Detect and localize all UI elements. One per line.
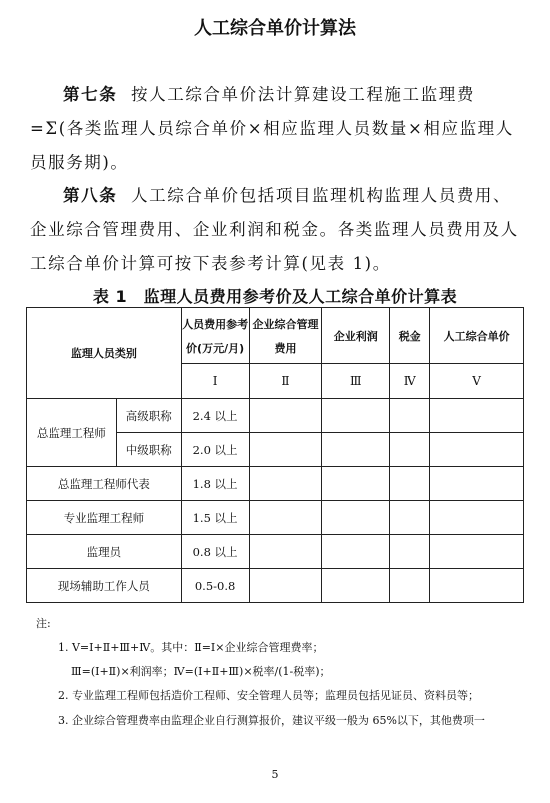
page-title: 人工综合单价计算法 — [194, 18, 356, 39]
numeral-4: Ⅳ — [390, 364, 430, 399]
empty-cell — [322, 535, 390, 569]
table-row — [27, 467, 524, 501]
table-row — [27, 501, 524, 535]
table-row — [27, 399, 524, 433]
header-personnel-cost — [181, 308, 249, 364]
empty-cell — [430, 501, 524, 535]
empty-cell — [430, 399, 524, 433]
header-personnel-cost-line1: 人员费用参考 — [182, 317, 249, 331]
row-category: 专业监理工程师 — [27, 501, 182, 535]
note-1-line-1: 1. Ⅴ=Ⅰ+Ⅱ+Ⅲ+Ⅳ。其中：Ⅱ=Ⅰ×企业综合管理费率； — [58, 641, 324, 654]
header-category: 监理人员类别 — [27, 308, 182, 399]
empty-cell — [322, 569, 390, 603]
numeral-2: Ⅱ — [249, 364, 322, 399]
empty-cell — [249, 535, 322, 569]
article-7-label: 第七条 — [63, 85, 118, 104]
numeral-1: Ⅰ — [181, 364, 249, 399]
numeral-5: Ⅴ — [430, 364, 524, 399]
empty-cell — [249, 399, 322, 433]
empty-cell — [430, 535, 524, 569]
article-8-label: 第八条 — [63, 186, 118, 205]
row-category: 监理员 — [27, 535, 182, 569]
note-2: 2. 专业监理工程师包括造价工程师、安全管理人员等；监理员包括见证员、资料员等； — [58, 689, 479, 702]
header-personnel-cost-line2: 价(万元/月) — [186, 341, 245, 355]
note-3: 3. 企业综合管理费率由监理企业自行测算报价，建议平级一般为 65%以下，其他费项一 — [58, 714, 485, 727]
table-row — [27, 569, 524, 603]
empty-cell — [322, 501, 390, 535]
article-8-text: 人工综合单价包括项目监理机构监理人员费用、企业综合管理费用、企业利润和税金。各类监理人员费用及人工综合单价计算可按下表参考计算(见表 1)。 — [30, 186, 519, 273]
header-management-fee-line2: 费用 — [274, 341, 297, 355]
group-chief-engineer: 总监理工程师 — [27, 399, 117, 467]
row-price: 0.8 以上 — [181, 535, 249, 569]
empty-cell — [249, 501, 322, 535]
empty-cell — [430, 569, 524, 603]
numeral-3: Ⅲ — [322, 364, 390, 399]
empty-cell — [249, 569, 322, 603]
empty-cell — [430, 433, 524, 467]
table-header-row — [27, 308, 524, 364]
empty-cell — [430, 467, 524, 501]
table-row — [27, 535, 524, 569]
page-number: 5 — [271, 768, 279, 781]
row-subtype: 中级职称 — [116, 433, 181, 467]
empty-cell — [390, 467, 430, 501]
row-price: 0.5-0.8 — [181, 569, 249, 603]
empty-cell — [249, 467, 322, 501]
row-price: 2.0 以上 — [181, 433, 249, 467]
header-profit: 企业利润 — [322, 308, 390, 364]
row-price: 2.4 以上 — [181, 399, 249, 433]
article-7-text: 按人工综合单价法计算建设工程施工监理费=Σ(各类监理人员综合单价×相应监理人员数量×相应监理人员服务期)。 — [30, 85, 514, 172]
empty-cell — [322, 433, 390, 467]
empty-cell — [322, 467, 390, 501]
header-tax: 税金 — [390, 308, 430, 364]
notes-label: 注: — [36, 617, 51, 630]
row-category: 现场辅助工作人员 — [27, 569, 182, 603]
empty-cell — [322, 399, 390, 433]
header-unit-price: 人工综合单价 — [430, 308, 524, 364]
note-1-line-2: Ⅲ=(Ⅰ+Ⅱ)×利润率；Ⅳ=(Ⅰ+Ⅱ+Ⅲ)×税率/(1-税率)； — [71, 665, 331, 678]
empty-cell — [249, 433, 322, 467]
row-category: 总监理工程师代表 — [27, 467, 182, 501]
empty-cell — [390, 535, 430, 569]
header-management-fee-line1: 企业综合管理 — [252, 317, 319, 331]
empty-cell — [390, 569, 430, 603]
empty-cell — [390, 433, 430, 467]
empty-cell — [390, 501, 430, 535]
article-7 — [30, 78, 525, 180]
row-subtype: 高级职称 — [116, 399, 181, 433]
empty-cell — [390, 399, 430, 433]
table-caption: 表 1 监理人员费用参考价及人工综合单价计算表 — [92, 287, 458, 306]
row-price: 1.5 以上 — [181, 501, 249, 535]
row-price: 1.8 以上 — [181, 467, 249, 501]
header-management-fee — [249, 308, 322, 364]
article-8 — [30, 179, 525, 281]
fee-table — [26, 307, 524, 603]
